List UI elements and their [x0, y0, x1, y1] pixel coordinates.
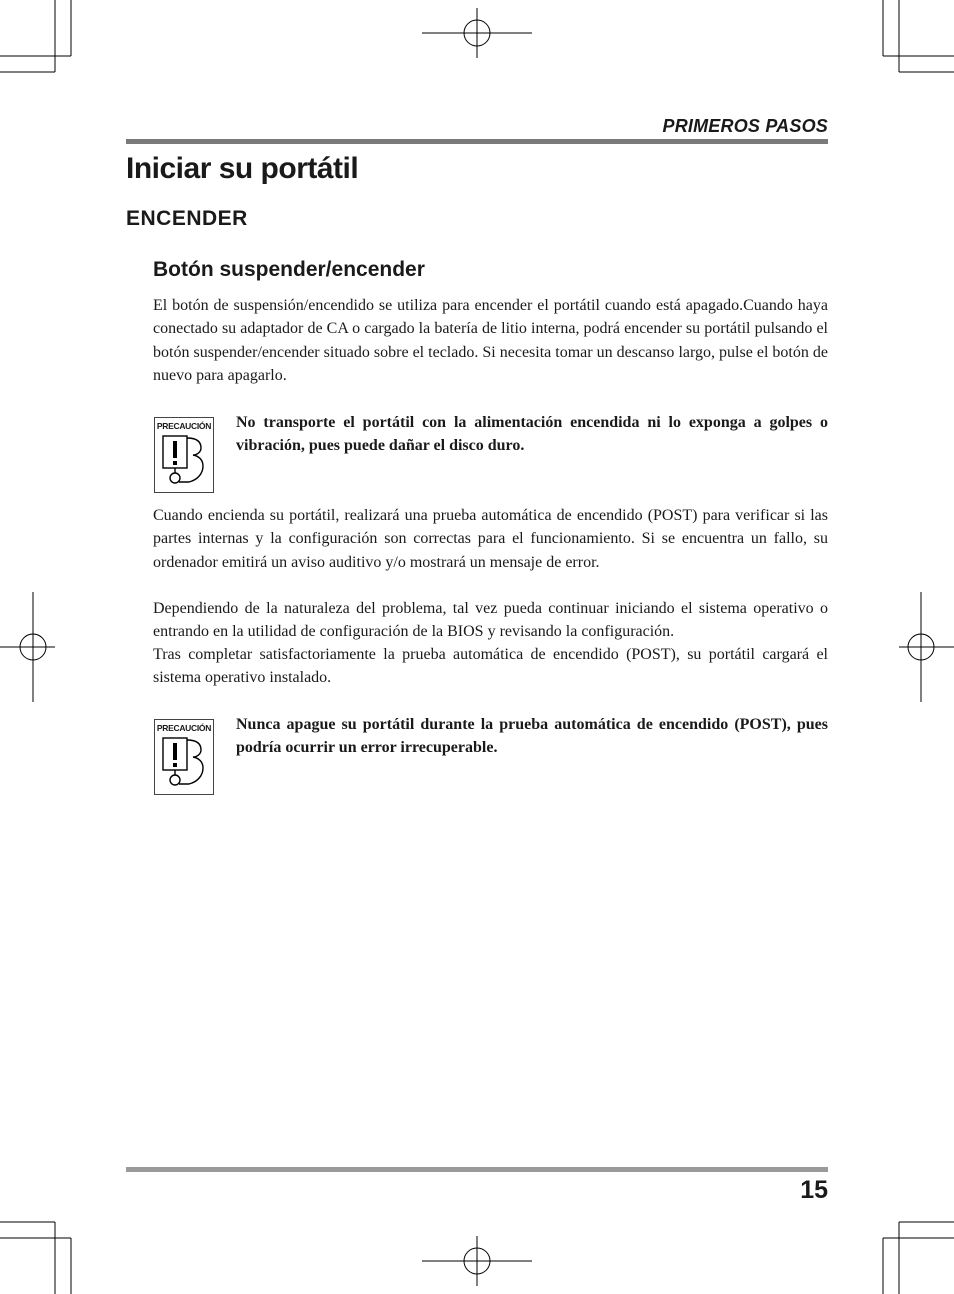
caution-icon-box	[154, 719, 214, 795]
header-rule	[126, 139, 828, 144]
paragraph-problem: Dependiendo de la naturaleza del problema, tal vez pueda continuar iniciando el sistema operativo o entrando en la utilidad de configuración de la BIOS y revisando la configuración.	[153, 600, 828, 641]
page-number: 15	[800, 1176, 828, 1204]
caution-icon-box	[154, 417, 214, 493]
caution-hand-icon	[161, 434, 207, 488]
running-header: PRIMEROS PASOS	[662, 116, 828, 136]
page-title: Iniciar su portátil	[126, 152, 359, 185]
caution-label: PRECAUCIÓN	[156, 421, 212, 431]
subsection-heading: Botón suspender/encender	[153, 258, 425, 281]
paragraph-os-load: Tras completar satisfactoriamente la prueba automática de encendido (POST), su portátil cargará el sistema operativo instalado.	[153, 646, 828, 687]
section-heading: ENCENDER	[126, 207, 248, 230]
caution-text-transport: No transporte el portátil con la alimentación encendida ni lo exponga a golpes o vibración, pues puede dañar el disco duro.	[236, 414, 828, 455]
caution-text-post: Nunca apague su portátil durante la prueba automática de encendido (POST), pues podría ocurrir un error irrecuperable.	[236, 716, 828, 757]
caution-label: PRECAUCIÓN	[156, 723, 212, 733]
paragraph-power-button: El botón de suspensión/encendido se utiliza para encender el portátil cuando está apagado.Cuando haya conectado su adaptador de CA o cargado la batería de litio interna, podrá encender su portátil pulsando el botón suspender/encender situado sobre el teclado. Si necesita tomar un descanso largo, pulse el botón de nuevo para apagarlo.	[153, 297, 828, 384]
paragraph-post: Cuando encienda su portátil, realizará una prueba automática de encendido (POST) para verificar si las partes internas y la configuración son correctas para el funcionamiento. Si se encuentra un fallo, su ordenador emitirá un aviso auditivo y/o mostrará un mensaje de error.	[153, 507, 828, 571]
footer-rule	[126, 1167, 828, 1172]
caution-hand-icon	[161, 736, 207, 790]
